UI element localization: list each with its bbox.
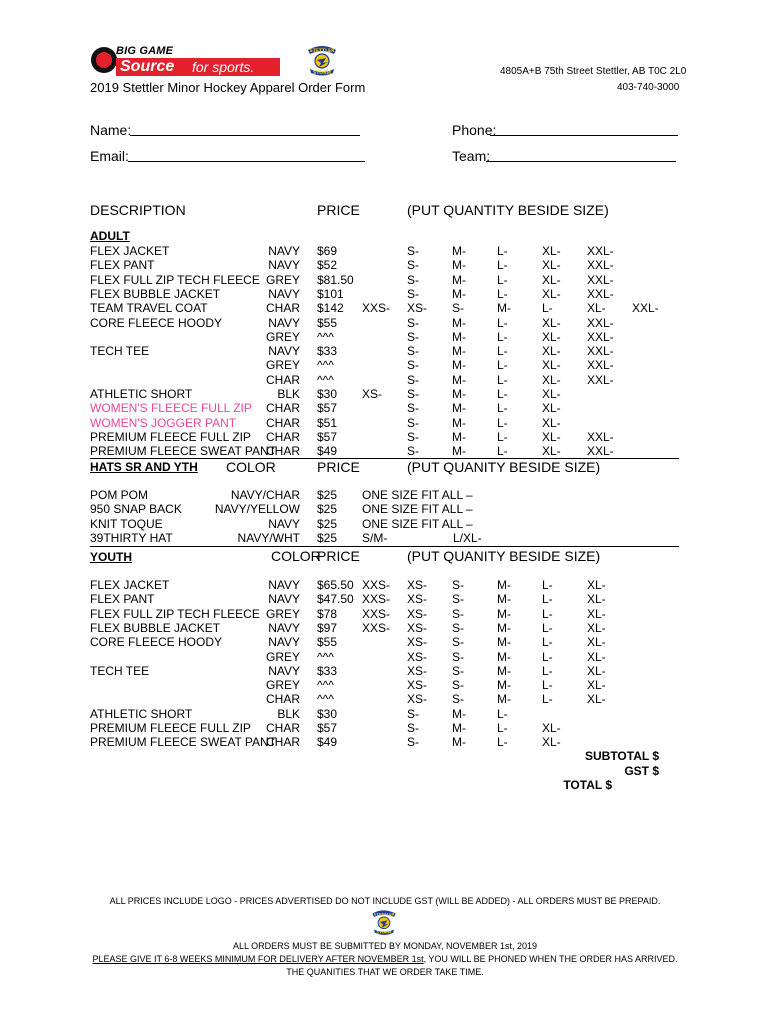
size-quantity: XL-	[542, 358, 561, 373]
size-quantity: L-	[497, 272, 508, 287]
size-quantity: S-	[407, 372, 419, 387]
item-description: TECH TEE	[90, 344, 150, 359]
size-quantity: M-	[452, 735, 466, 750]
item-description: CORE FLEECE HOODY	[90, 315, 223, 330]
size-quantity: XS-	[407, 606, 428, 621]
size-quantity: L-	[542, 606, 553, 621]
item-price: ^^^	[317, 329, 334, 344]
hat-color: NAVY/WHT	[237, 530, 300, 545]
hat-price: $25	[317, 530, 338, 545]
size-quantity: S-	[407, 358, 419, 373]
size-quantity: M-	[497, 592, 511, 607]
phone-label: Phone:	[452, 122, 497, 138]
size-quantity: XS-	[407, 301, 428, 316]
store-phone: 403-740-3000	[617, 82, 680, 93]
size-quantity: XL-	[587, 301, 606, 316]
size-quantity: L-	[497, 444, 508, 459]
size-quantity: XL-	[587, 663, 606, 678]
item-description: CORE FLEECE HOODY	[90, 635, 223, 650]
size-quantity: M-	[452, 444, 466, 459]
size-quantity: L-	[542, 620, 553, 635]
footer-delivery-rest: , YOU WILL BE PHONED WHEN THE ORDER HAS ARRIVED.	[423, 954, 678, 964]
youth-section-heading: YOUTH	[90, 550, 132, 564]
section-divider	[90, 546, 679, 547]
size-quantity: M-	[452, 415, 466, 430]
size-quantity: L-	[497, 258, 508, 273]
item-price: $33	[317, 344, 338, 359]
youth-color-heading: COLOR	[271, 548, 321, 564]
size-quantity: S-	[452, 692, 464, 707]
item-description: WOMEN'S JOGGER PANT	[90, 415, 237, 430]
size-quantity: XL-	[542, 329, 561, 344]
item-price: $47.50	[317, 592, 354, 607]
item-color: NAVY	[268, 663, 300, 678]
item-description: TEAM TRAVEL COAT	[90, 301, 208, 316]
size-quantity: XXL-	[587, 372, 614, 387]
size-quantity: XL-	[587, 678, 606, 693]
item-price: ^^^	[317, 358, 334, 373]
item-price: $142	[317, 301, 344, 316]
size-quantity: M-	[452, 244, 466, 258]
size-quantity: M-	[497, 301, 511, 316]
item-description: FLEX PANT	[90, 592, 155, 607]
item-color: NAVY	[268, 286, 300, 301]
size-quantity: XL-	[542, 344, 561, 359]
youth-price-heading: PRICE	[317, 548, 360, 564]
size-quantity: XL-	[542, 721, 561, 735]
size-quantity: S-	[407, 344, 419, 359]
size-quantity: S-	[452, 301, 464, 316]
item-color: GREY	[265, 358, 300, 373]
svg-text:STORM: STORM	[312, 71, 332, 76]
size-quantity: S-	[452, 635, 464, 650]
size-quantity: L-	[497, 244, 508, 258]
size-quantity: XS-	[407, 663, 428, 678]
item-price: $55	[317, 635, 338, 650]
size-quantity: S-	[407, 258, 419, 273]
size-quantity: XL-	[542, 387, 561, 401]
item-price: ^^^	[317, 649, 334, 664]
size-quantity: S-	[407, 286, 419, 301]
item-price: $30	[317, 387, 338, 401]
size-quantity: M-	[497, 649, 511, 664]
size-quantity: XL-	[542, 735, 561, 750]
size-quantity: L-	[497, 286, 508, 301]
item-color: GREY	[265, 678, 300, 693]
size-quantity: S-	[452, 649, 464, 664]
item-price: $52	[317, 258, 338, 273]
size-quantity: XL-	[542, 429, 561, 444]
size-quantity: XL-	[587, 635, 606, 650]
size-quantity: S-	[407, 272, 419, 287]
size-quantity: S-	[407, 735, 419, 750]
item-color: NAVY	[268, 315, 300, 330]
size-quantity: XL-	[542, 244, 561, 258]
footer-deadline: ALL ORDERS MUST BE SUBMITTED BY MONDAY, NOVEMBER 1st, 2019	[232, 941, 538, 951]
size-quantity: M-	[452, 401, 466, 416]
size-quantity: S-	[407, 444, 419, 459]
item-price: $57	[317, 721, 338, 735]
store-address: 4805A+B 75th Street Stettler, AB T0C 2L0	[500, 66, 687, 77]
item-description: PREMIUM FLEECE FULL ZIP	[90, 721, 251, 735]
size-quantity: L-	[542, 592, 553, 607]
size-quantity: M-	[497, 663, 511, 678]
size-extra: XXS-	[362, 301, 391, 316]
logo-top-text: BIG GAME	[116, 45, 174, 57]
size-quantity: L-	[497, 429, 508, 444]
size-quantity: M-	[452, 706, 466, 721]
big-game-source-for-sports-logo	[88, 44, 278, 80]
size-quantity: L-	[497, 401, 508, 416]
item-description: FLEX PANT	[90, 258, 155, 273]
item-price: $57	[317, 401, 338, 416]
item-color: CHAR	[265, 692, 300, 707]
item-description: ATHLETIC SHORT	[90, 706, 193, 721]
size-quantity: L-	[542, 649, 553, 664]
adult-section-heading: ADULT	[90, 229, 130, 243]
size-quantity: L-	[497, 372, 508, 387]
size-quantity: L-	[542, 578, 553, 592]
size-quantity: XL-	[542, 444, 561, 459]
size-quantity: M-	[497, 620, 511, 635]
footer-quantities-note: THE QUANITIES THAT WE ORDER TAKE TIME.	[286, 967, 484, 977]
size-quantity: XL-	[587, 578, 606, 592]
size-quantity: M-	[497, 635, 511, 650]
item-price: $78	[317, 606, 338, 621]
size-quantity: XS-	[407, 649, 428, 664]
size-quantity: S-	[407, 721, 419, 735]
size-quantity: M-	[452, 429, 466, 444]
item-description: FLEX BUBBLE JACKET	[90, 620, 221, 635]
size-quantity: S-	[407, 415, 419, 430]
size-quantity: L-	[497, 706, 508, 721]
item-color: GREY	[265, 649, 300, 664]
size-quantity: XXS-	[362, 620, 391, 635]
youth-quantity-heading: (PUT QUANITY BESIDE SIZE)	[407, 548, 601, 564]
item-price: $97	[317, 620, 338, 635]
size-quantity: XL-	[542, 258, 561, 273]
size-quantity: XXL-	[587, 286, 614, 301]
item-description: FLEX FULL ZIP TECH FLEECE	[90, 272, 260, 287]
size-quantity: M-	[497, 606, 511, 621]
item-color: NAVY	[268, 620, 300, 635]
logo-for-sports-text: for sports.	[192, 59, 255, 75]
team-label: Team:	[452, 148, 491, 164]
item-price: ^^^	[317, 372, 334, 387]
hat-color: NAVY	[268, 516, 300, 531]
size-quantity: L-	[497, 358, 508, 373]
size-quantity: XXL-	[587, 272, 614, 287]
item-color: NAVY	[268, 344, 300, 359]
page-title: 2019 Stettler Minor Hockey Apparel Order Form	[90, 80, 366, 95]
size-quantity: XXL-	[587, 244, 614, 258]
size-quantity: S-	[407, 429, 419, 444]
hat-price: $25	[317, 502, 338, 517]
hat-size: S/M-	[362, 530, 388, 545]
hat-description: KNIT TOQUE	[90, 516, 163, 531]
size-quantity: M-	[452, 358, 466, 373]
size-quantity: XS-	[407, 592, 428, 607]
size-quantity: S-	[452, 620, 464, 635]
size-quantity: XL-	[542, 272, 561, 287]
size-quantity: L-	[497, 721, 508, 735]
item-price: $57	[317, 429, 338, 444]
hats-price-heading: PRICE	[317, 459, 360, 475]
item-description: FLEX FULL ZIP TECH FLEECE	[90, 606, 260, 621]
hat-description: 950 SNAP BACK	[90, 502, 182, 517]
size-quantity: M-	[452, 344, 466, 359]
size-quantity: L-	[542, 635, 553, 650]
size-quantity: M-	[497, 678, 511, 693]
item-description: PREMIUM FLEECE SWEAT PANT	[90, 444, 277, 459]
email-field[interactable]	[128, 161, 365, 162]
item-color: CHAR	[265, 721, 300, 735]
svg-text:STORM: STORM	[376, 930, 392, 935]
size-quantity: XL-	[542, 372, 561, 387]
size-quantity: M-	[452, 258, 466, 273]
item-color: NAVY	[268, 244, 300, 258]
item-description: PREMIUM FLEECE FULL ZIP	[90, 429, 251, 444]
footer-note-prices: ALL PRICES INCLUDE LOGO - PRICES ADVERTISED DO NOT INCLUDE GST (WILL BE ADDED) - ALL ORDERS MUST BE PREPAID.	[109, 896, 661, 906]
item-price: $30	[317, 706, 338, 721]
hat-size: ONE SIZE FIT ALL –	[362, 516, 473, 531]
footer-delivery	[0, 954, 770, 965]
size-quantity: XXL-	[587, 344, 614, 359]
size-quantity: S-	[452, 663, 464, 678]
item-price: $65.50	[317, 578, 354, 592]
footer-delivery-underlined: PLEASE GIVE IT 6-8 WEEKS MINIMUM FOR DELIVERY AFTER NOVEMBER 1st	[92, 954, 424, 964]
size-quantity: XS-	[407, 578, 428, 592]
size-quantity: S-	[452, 578, 464, 592]
item-price: $55	[317, 315, 338, 330]
item-description: FLEX JACKET	[90, 244, 170, 258]
email-label: Email:	[90, 148, 129, 164]
item-price: $49	[317, 735, 338, 750]
name-label: Name:	[90, 122, 132, 138]
hats-quantity-heading: (PUT QUANITY BESIDE SIZE)	[407, 459, 601, 475]
item-description: TECH TEE	[90, 663, 150, 678]
description-heading: DESCRIPTION	[90, 202, 186, 218]
size-quantity: XXL-	[587, 444, 614, 459]
quantity-heading: (PUT QUANTITY BESIDE SIZE)	[407, 202, 609, 218]
size-quantity: M-	[452, 329, 466, 344]
item-price: $81.50	[317, 272, 354, 287]
item-color: NAVY	[268, 578, 300, 592]
size-quantity: S-	[407, 387, 419, 401]
size-quantity: XXL-	[632, 301, 659, 316]
item-color: NAVY	[268, 258, 300, 273]
item-color: NAVY	[268, 592, 300, 607]
size-quantity: M-	[497, 578, 511, 592]
item-description: ATHLETIC SHORT	[90, 387, 193, 401]
size-quantity: L-	[497, 344, 508, 359]
item-description: FLEX BUBBLE JACKET	[90, 286, 221, 301]
hat-size: ONE SIZE FIT ALL –	[362, 502, 473, 517]
size-quantity: XXL-	[587, 315, 614, 330]
size-quantity: L-	[497, 315, 508, 330]
hat-color: NAVY/CHAR	[230, 488, 300, 502]
hat-price: $25	[317, 488, 338, 502]
item-color: CHAR	[265, 415, 300, 430]
hat-description: POM POM	[90, 488, 149, 502]
size-quantity: S-	[407, 329, 419, 344]
size-quantity: S-	[407, 401, 419, 416]
item-color: CHAR	[265, 429, 300, 444]
size-quantity: S-	[452, 678, 464, 693]
item-price: ^^^	[317, 692, 334, 707]
size-quantity: L-	[542, 692, 553, 707]
item-color: CHAR	[265, 735, 300, 750]
size-quantity: M-	[452, 286, 466, 301]
size-quantity: XL-	[587, 620, 606, 635]
total-label: TOTAL $	[563, 778, 612, 792]
size-quantity: XS-	[407, 692, 428, 707]
svg-text:STETTLER: STETTLER	[373, 912, 395, 917]
size-quantity: XL-	[587, 692, 606, 707]
size-quantity: M-	[452, 721, 466, 735]
size-quantity: XL-	[542, 286, 561, 301]
item-price: $69	[317, 244, 338, 258]
item-description: WOMEN'S FLEECE FULL ZIP	[90, 401, 252, 416]
size-quantity: XS-	[407, 678, 428, 693]
size-quantity: S-	[452, 606, 464, 621]
size-quantity: XXS-	[362, 578, 391, 592]
size-quantity: XL-	[587, 606, 606, 621]
item-color: GREY	[265, 329, 300, 344]
logo-source-text: Source	[120, 58, 175, 75]
size-quantity: L-	[542, 301, 553, 316]
hockey-puck-logo-icon	[91, 47, 117, 73]
item-color: CHAR	[265, 372, 300, 387]
stettler-storm-logo-icon	[366, 907, 402, 937]
item-price: $33	[317, 663, 338, 678]
size-quantity: L-	[497, 387, 508, 401]
item-price: $101	[317, 286, 344, 301]
size-quantity: XL-	[542, 415, 561, 430]
item-description: PREMIUM FLEECE SWEAT PANT	[90, 735, 277, 750]
hat-size-2: L/XL-	[453, 530, 482, 545]
item-color: GREY	[265, 272, 300, 287]
hats-section-heading: HATS SR AND YTH	[90, 460, 198, 474]
size-quantity: XL-	[542, 401, 561, 416]
item-color: CHAR	[265, 444, 300, 459]
size-quantity: L-	[497, 329, 508, 344]
size-quantity: S-	[407, 244, 419, 258]
size-quantity: M-	[497, 692, 511, 707]
item-color: BLK	[277, 706, 300, 721]
svg-text:STETTLER: STETTLER	[309, 49, 335, 54]
item-color: CHAR	[265, 301, 300, 316]
size-quantity: XXS-	[362, 606, 391, 621]
price-heading: PRICE	[317, 202, 360, 218]
item-color: BLK	[277, 387, 300, 401]
size-quantity: XXL-	[587, 429, 614, 444]
size-quantity: XXL-	[587, 258, 614, 273]
hat-size: ONE SIZE FIT ALL –	[362, 488, 473, 502]
stettler-storm-logo-icon	[304, 42, 340, 78]
item-color: NAVY	[268, 635, 300, 650]
size-quantity: M-	[452, 372, 466, 387]
size-quantity: XS-	[407, 620, 428, 635]
size-quantity: L-	[542, 663, 553, 678]
size-quantity: L-	[497, 415, 508, 430]
size-quantity: L-	[497, 735, 508, 750]
team-field[interactable]	[486, 161, 676, 162]
item-price: $49	[317, 444, 338, 459]
hat-description: 39THIRTY HAT	[90, 530, 173, 545]
size-quantity: XL-	[542, 315, 561, 330]
size-quantity: M-	[452, 387, 466, 401]
size-quantity: XXL-	[587, 329, 614, 344]
size-quantity: XL-	[587, 649, 606, 664]
phone-field[interactable]	[490, 135, 678, 136]
size-quantity: M-	[452, 315, 466, 330]
size-quantity: XXS-	[362, 592, 391, 607]
item-color: GREY	[265, 606, 300, 621]
size-quantity: M-	[452, 272, 466, 287]
size-quantity: XXL-	[587, 358, 614, 373]
item-description: FLEX JACKET	[90, 578, 170, 592]
item-price: ^^^	[317, 678, 334, 693]
hat-color: NAVY/YELLOW	[214, 502, 300, 517]
item-price: $51	[317, 415, 338, 430]
size-quantity: XL-	[587, 592, 606, 607]
hat-price: $25	[317, 516, 338, 531]
size-extra: XS-	[362, 387, 383, 401]
size-quantity: XS-	[407, 635, 428, 650]
size-quantity: L-	[542, 678, 553, 693]
size-quantity: S-	[407, 315, 419, 330]
subtotal-label: SUBTOTAL $	[584, 749, 659, 763]
gst-label: GST $	[624, 764, 659, 778]
item-color: CHAR	[265, 401, 300, 416]
name-field[interactable]	[130, 135, 360, 136]
size-quantity: S-	[452, 592, 464, 607]
size-quantity: S-	[407, 706, 419, 721]
hats-color-heading: COLOR	[226, 459, 276, 475]
